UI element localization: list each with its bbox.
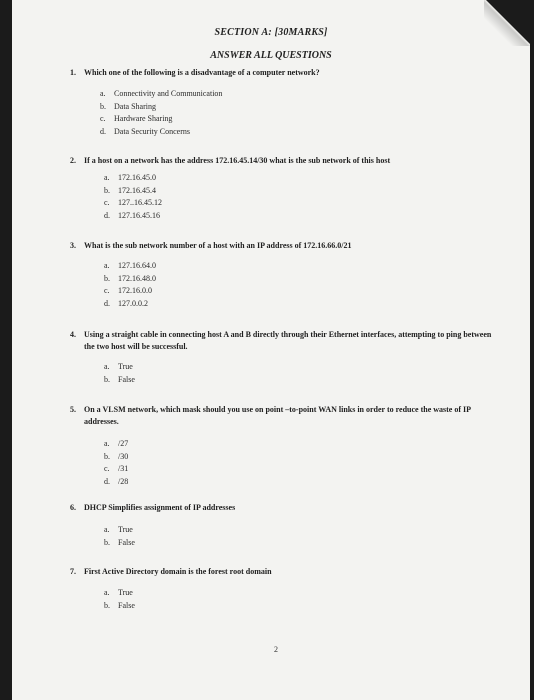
option-text: 127.16.64.0 <box>118 261 156 270</box>
option-letter: b. <box>104 600 110 610</box>
section-title: SECTION A: [30MARKS] <box>214 27 328 38</box>
option-text: /30 <box>118 451 129 461</box>
document-page <box>12 0 530 700</box>
page-number: 2 <box>274 645 278 654</box>
option-text: 127.16.45.16 <box>118 210 160 220</box>
option-text: True <box>118 588 133 597</box>
option-letter: d. <box>104 298 110 308</box>
question-text: On a VLSM network, which mask should you use on point –to-point WAN links in order to reduce the waste of IP addresses. <box>84 405 471 426</box>
question-text: Which one of the following is a disadvantage of a computer network? <box>84 68 320 77</box>
option-letter: b. <box>104 185 110 195</box>
option-letter: b. <box>104 537 110 547</box>
question-text: Using a straight cable in connecting host A and B directly through their Ethernet interfaces, attempting to ping between the two host will be successful. <box>84 330 492 351</box>
option-letter: c. <box>104 286 110 295</box>
option-letter: a. <box>104 173 110 182</box>
option-letter: d. <box>100 126 106 136</box>
option-letter: a. <box>104 261 110 270</box>
option-letter: a. <box>100 89 106 98</box>
question-number: 3. <box>70 241 76 250</box>
option-letter: a. <box>104 525 110 534</box>
option-text: /31 <box>118 464 129 473</box>
option-letter: c. <box>104 198 110 207</box>
option-text: False <box>118 537 135 547</box>
option-text: False <box>118 374 135 384</box>
option-letter: a. <box>104 362 110 371</box>
option-text: 172.16.48.0 <box>118 273 156 283</box>
option-text: Data Sharing <box>114 101 156 111</box>
option-letter: a. <box>104 588 110 597</box>
option-letter: d. <box>104 210 110 220</box>
option-letter: c. <box>100 114 106 123</box>
option-text: /28 <box>118 476 129 486</box>
option-text: Data Security Concerns <box>114 126 190 136</box>
option-letter: c. <box>104 464 110 473</box>
option-letter: d. <box>104 476 110 486</box>
question-number: 7. <box>70 567 76 576</box>
option-text: 127..16.45.12 <box>118 198 162 207</box>
option-text: 172.16.0.0 <box>118 286 152 295</box>
question-text: What is the sub network number of a host with an IP address of 172.16.66.0/21 <box>84 241 352 250</box>
option-text: 172.16.45.4 <box>118 185 156 195</box>
option-letter: a. <box>104 439 110 448</box>
option-letter: b. <box>104 451 110 461</box>
section-subtitle: ANSWER ALL QUESTIONS <box>210 50 332 61</box>
option-text: Hardware Sharing <box>114 114 173 123</box>
question-text: If a host on a network has the address 172.16.45.14/30 what is the sub network of this host <box>84 156 391 165</box>
question-number: 1. <box>70 68 76 77</box>
option-text: /27 <box>118 439 129 448</box>
option-letter: b. <box>100 101 106 111</box>
question-number: 6. <box>70 503 76 512</box>
option-text: True <box>118 362 133 371</box>
question-text: First Active Directory domain is the forest root domain <box>84 567 272 576</box>
option-text: 127.0.0.2 <box>118 298 148 308</box>
option-text: Connectivity and Communication <box>114 89 223 98</box>
option-text: False <box>118 600 135 610</box>
option-letter: b. <box>104 273 110 283</box>
question-number: 2. <box>70 156 76 165</box>
question-text: DHCP Simplifies assignment of IP addresses <box>84 503 236 512</box>
question-number: 5. <box>70 405 76 414</box>
question-number: 4. <box>70 330 76 339</box>
option-letter: b. <box>104 374 110 384</box>
option-text: 172.16.45.0 <box>118 173 156 182</box>
option-text: True <box>118 525 133 534</box>
